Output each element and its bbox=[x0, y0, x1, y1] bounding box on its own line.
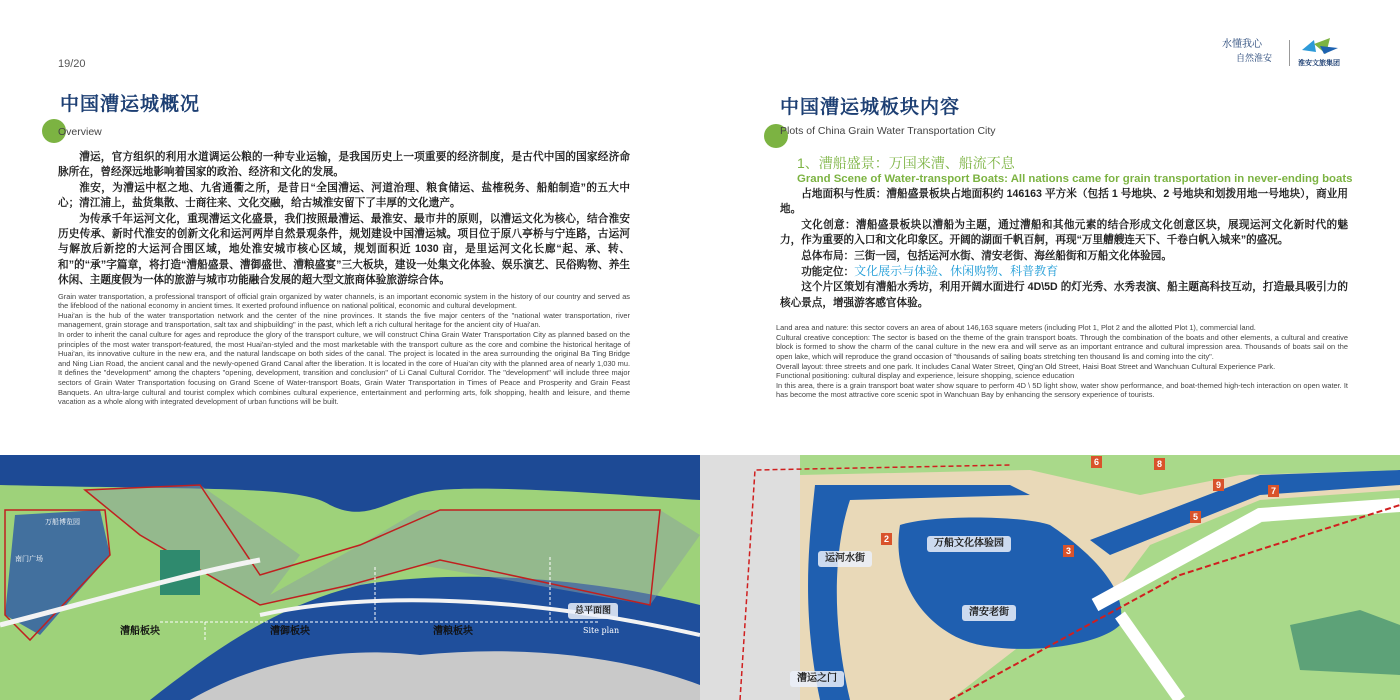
page-subtitle: Plots of China Grain Water Transportation City bbox=[780, 125, 996, 137]
section-heading: 1、漕船盛景：万国来漕、船流不息 bbox=[797, 155, 1015, 171]
logo-divider bbox=[1289, 40, 1290, 66]
paragraph: 为传承千年运河文化，重现漕运文化盛景，我们按照最漕运、最淮安、最市井的原则，以漕运文化为核心，结合淮安历史传承、新时代淮安的创新文化和运河两岸自然景观条件，规划建设中国漕运城。项目位于原八亭桥与宁连路，古运河与解放后新挖的大运河合围区域，地处淮安城市核心区域，规划面积近 1030 亩，是里运河文化长廊“起、承、转、和”的“承”字篇章，将打造“漕船盛景、漕御盛世、漕粮盛宴”三大板块，建设一处集文化体验、娱乐演艺、民俗购物、养生休闲、主题度假为一体的旅游与城市功能融合发展的超大型文旅商体验旅游综合体。 bbox=[58, 212, 630, 287]
map-marker: 2 bbox=[881, 533, 892, 545]
map-label-canal-gate: 漕运之门 bbox=[790, 671, 844, 687]
area-label: 万船博览园 bbox=[45, 519, 80, 526]
paragraph: 这个片区策划有漕船水秀坊，利用开阔水面进行 4D\5D 的灯光秀、水秀表演、船主题高科技互动，打造最具吸引力的核心景点，增强游客感官体验。 bbox=[780, 281, 1348, 309]
map-label-canal-water-street: 运河水街 bbox=[818, 551, 872, 567]
map-label-qingan-old-street: 清安老街 bbox=[962, 605, 1016, 621]
map-marker: 9 bbox=[1213, 479, 1224, 491]
sector-plan-illustration bbox=[700, 455, 1400, 700]
sector-plan-map bbox=[700, 455, 1400, 700]
page-subtitle: Overview bbox=[58, 126, 102, 138]
paragraph: 文化创意：漕船盛景板块以漕船为主题，通过漕船和其他元素的结合形成文化创意区块，展现运河文化新时代的魅力，作为重要的入口和文化印象区。开阔的湖面千帆百舸，再现“万里艚艘连天下、千卷白帆入城来”的盛况。 bbox=[780, 218, 1348, 247]
paragraph: In this area, there is a grain transport boat water show square to perform 4D \ 5D light show, water show performance, and boat-themed high-tech interaction on open water. It has become the most attractive core scenic spot in Wanchuan Bay by enhancing the sensory experience of tourists. bbox=[776, 380, 1348, 400]
group-logo-icon bbox=[1300, 38, 1340, 56]
site-plan-subtitle: Site plan bbox=[583, 626, 620, 635]
logo-slogan-2: 自然淮安 bbox=[1236, 54, 1273, 64]
page-title: 中国漕运城板块内容 bbox=[780, 96, 961, 118]
english-body bbox=[58, 292, 630, 407]
sector-label: 漕御板块 bbox=[270, 626, 310, 637]
paragraph: Cultural creative conception: The sector is based on the theme of the grain transport boats. Through the combination of the boats and other elements, a cultural and creative block is formed to show the charm of the canal culture in the new era and will serve as an important entrance and cultural impression area. Thousands of boats sail on the open lake, which will reproduce the grand occasion of "thousands of sailing boats stretching ten thousand lis and coming into the city". bbox=[776, 332, 1348, 362]
paragraph: Functional positioning: cultural display and experience, leisure shopping, science education bbox=[776, 371, 1075, 381]
sector-label: 漕船板块 bbox=[120, 626, 160, 637]
chinese-body bbox=[780, 187, 1348, 311]
paragraph: 淮安，为漕运中枢之地、九省通衢之所，是昔日“全国漕运、河道治理、粮食储运、盐榷税务、船舶制造”的五大中心；清江浦上，盐货集散、士商往来、文化交融，给古城淮安留下了丰厚的文化遗产。 bbox=[58, 181, 630, 210]
function-value: 文化展示与体验、休闲购物、科普教育 bbox=[854, 264, 1059, 279]
map-marker: 6 bbox=[1091, 456, 1102, 468]
left-text-column bbox=[58, 150, 630, 407]
right-text-column bbox=[776, 155, 1353, 400]
sector-label: 漕粮板块 bbox=[433, 626, 473, 637]
paragraph: Grain water transportation, a professional transport of official grain organized by water channels, is an important economic system in the history of our country and served as the lifeblood of the national economy in ancient times. It exerted profound influence on national political, economic and cultural development. bbox=[58, 291, 630, 311]
area-label: 南门广场 bbox=[15, 556, 43, 563]
function-label: 功能定位： bbox=[801, 266, 855, 279]
map-marker: 8 bbox=[1154, 458, 1165, 470]
paragraph: Overall layout: three streets and one park. It includes Canal Water Street, Qing'an Old Street, Haisi Boat Street and Wanchuan Cultural Experience Park. bbox=[776, 361, 1276, 371]
map-label-wanchuan-park: 万船文化体验园 bbox=[927, 536, 1011, 552]
english-body bbox=[776, 323, 1348, 400]
map-marker: 7 bbox=[1268, 485, 1279, 497]
paragraph: 总体布局：三街一园，包括运河水街、清安老街、海丝船街和万船文化体验园。 bbox=[801, 249, 1172, 262]
map-marker: 5 bbox=[1190, 511, 1201, 523]
paragraph: 漕运，官方组织的利用水道调运公粮的一种专业运输，是我国历史上一项重要的经济制度，是古代中国的国家经济命脉所在，曾经深远地影响着国家的政治、经济和文化的发展。 bbox=[58, 151, 630, 179]
site-plan-illustration bbox=[0, 455, 700, 700]
paragraph: Huai'an is the hub of the water transportation network and the center of the nine provinces. It stands the five major centers of the "national water transportation, river management, grain storage and transportation, salt tax and shipbuilding" in the past, which left a rich cultural heritage for the ancient city of Huai'an. bbox=[58, 310, 630, 330]
site-plan-map bbox=[0, 455, 700, 700]
site-plan-title: 总平面图 bbox=[568, 603, 618, 619]
logo-slogan-1: 水懂我心 bbox=[1222, 39, 1262, 50]
paragraph: In order to inherit the canal culture for ages and reproduce the glory of the transport culture, we will construct China Grain Water Transportation City as planned based on the principles of the most water transport-featured, the most Huai'an-styled and the most marketable with the transport culture as the core and combine the historical heritage of Huai'an, its innovative culture in the new era, and the natural landscape on both sides of the canal. The project is located in the area surrounding the original Ba Ting Bridge and Ning Lian Road, the ancient canal and the newly-opened Grand Canal after the liberation. It is located in the core of Huai'an city with the planned area of nearly 1,030 mu. It defines the "development" among the chapters "opening, development, transition and conclusion" of Li Canal Cultural Corridor. The "development" will include three major sectors of Grain Water Transportation focusing on Grand Scene of Water-transport Boats, Grain Water Transportation in Times of Peace and Prosperity and Grain Feast Banquets. An ultra-large cultural and tourist complex which combines cultural experience, entertainment and performing arts, folk shopping, health and leisure, and theme vacation as a whole along with integrated development of urban functions will be built. bbox=[58, 330, 630, 407]
paragraph: 占地面积与性质：漕船盛景板块占地面积约 146163 平方米（包括 1 号地块、2 号地块和划拨用地一号地块），商业用地。 bbox=[780, 188, 1348, 216]
chinese-body bbox=[58, 150, 630, 289]
paragraph: Land area and nature: this sector covers an area of about 146,163 square meters (including Plot 1, Plot 2 and the allotted Plot 1), commercial land. bbox=[776, 323, 1256, 333]
map-marker: 3 bbox=[1063, 545, 1074, 557]
brand-logo bbox=[1222, 38, 1352, 70]
function-positioning bbox=[780, 264, 1348, 280]
page-number: 19/20 bbox=[58, 58, 86, 70]
section-heading-en: Grand Scene of Water-transport Boats: All nations came for grain transportation in never-ending boats bbox=[797, 173, 1353, 185]
logo-group-name: 淮安文旅集团 bbox=[1298, 58, 1340, 67]
page-title: 中国漕运城概况 bbox=[60, 93, 201, 115]
